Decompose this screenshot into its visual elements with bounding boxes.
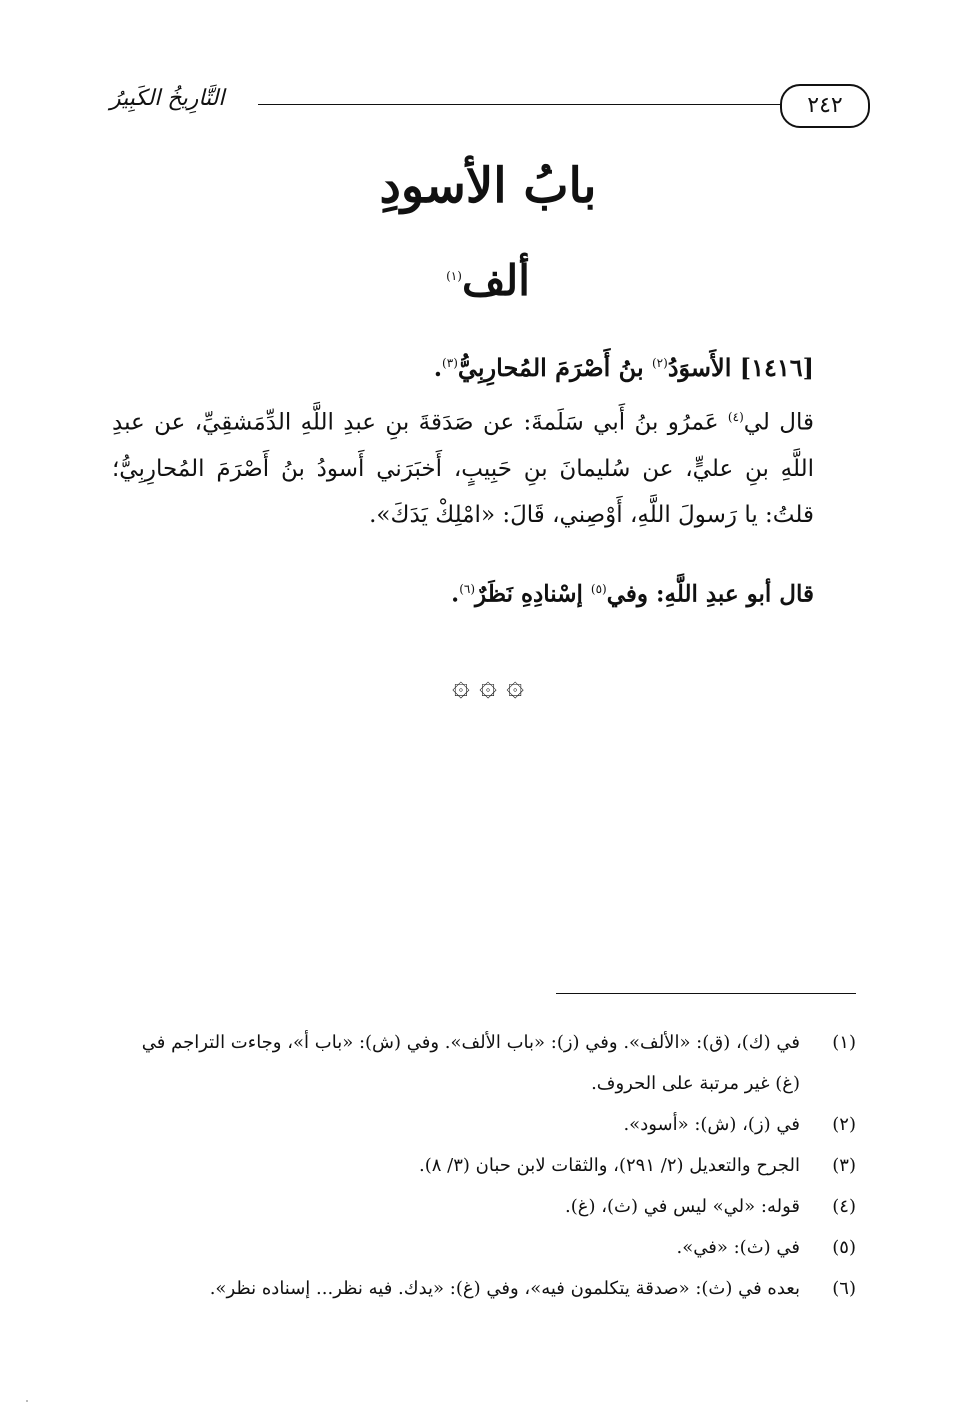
footnote-number: (٣) bbox=[832, 1155, 856, 1176]
footnote-ref-3: (٣) bbox=[442, 356, 458, 370]
section-title bbox=[0, 256, 976, 306]
entry-heading-name: [١٤١٦] الأَسوَدُ bbox=[667, 353, 814, 382]
footnote-item bbox=[112, 1104, 856, 1145]
narration-start: قال لي bbox=[743, 409, 815, 436]
narration-paragraph bbox=[112, 394, 814, 538]
footnote-item bbox=[112, 1186, 856, 1227]
comment-end: . bbox=[451, 580, 460, 608]
footnote-number: (٦) bbox=[832, 1278, 856, 1299]
footnote-item bbox=[112, 1227, 856, 1268]
footnote-item bbox=[112, 1022, 856, 1104]
page-number-badge: ٢٤٢ bbox=[780, 84, 870, 128]
footnote-text: في (ث): «في». bbox=[676, 1237, 800, 1258]
entry-heading bbox=[112, 340, 814, 391]
footnote-text: قوله: «لي» ليس في (ث)، (غ). bbox=[564, 1196, 800, 1217]
chapter-title: بابُ الأسودِ bbox=[379, 158, 597, 214]
page-header bbox=[110, 84, 870, 134]
header-rule bbox=[258, 104, 782, 105]
entry-heading-end: . bbox=[433, 353, 443, 382]
scan-speck bbox=[26, 1400, 28, 1402]
footnotes bbox=[112, 1022, 856, 1309]
footnote-text: بعده في (ث): «صدقة يتكلمون فيه»، وفي (غ): «يدك. فيه نظر... إسناده نظر». bbox=[209, 1278, 800, 1299]
footnote-text: في (ك)، (ق): «الألف». وفي (ز): «باب الألف». وفي (ش): «باب أ»، وجاءت التراجم في (غ) غير مرتبة على الحروف. bbox=[141, 1032, 800, 1094]
comment-mid: إسْنادِهِ نَظَرٌ bbox=[475, 580, 591, 608]
entry-heading-lineage: بنُ أَصْرَمَ المُحارِبِيُّ bbox=[457, 353, 652, 382]
footnote-ref-6: (٦) bbox=[459, 582, 476, 596]
running-title: التَّارِيخُ الكَبِيرُ bbox=[110, 86, 225, 111]
footnote-number: (١) bbox=[832, 1032, 856, 1053]
footnote-ref-1: (١) bbox=[446, 269, 462, 283]
footnote-ref-2: (٢) bbox=[651, 356, 668, 370]
author-comment bbox=[112, 566, 814, 618]
narration-text: عَمرُو بنُ أَبي سَلَمةَ: عن صَدَقةَ بنِ عبدِ اللَّهِ الدِّمَشقِيِّ، عن عبدِ اللَّهِ بنِ عليٍّ، عن سُليمانَ بنِ حَبِيبٍ، أَخبَرَني أَسودُ بنُ أَصْرَمَ المُحارِبِيُّ؛ قلتُ: يا رَسولَ اللَّهِ، أَوْصِني، قَالَ: «امْلِكْ يَدَكَ». bbox=[112, 409, 814, 528]
comment-start: قال أبو عبدِ اللَّهِ: وفي bbox=[606, 580, 814, 608]
footnote-number: (٥) bbox=[832, 1237, 856, 1258]
footnote-ref-5: (٥) bbox=[590, 582, 607, 596]
footnote-rule bbox=[556, 993, 856, 994]
footnote-text: الجرح والتعديل (٢/ ٢٩١)، والثقات لابن حبان (٣/ ٨). bbox=[418, 1155, 800, 1176]
footnote-item bbox=[112, 1268, 856, 1309]
footnote-number: (٤) bbox=[832, 1196, 856, 1217]
footnote-item bbox=[112, 1145, 856, 1186]
section-title-text: ألف bbox=[461, 256, 530, 305]
ornament-divider: ۞ ۞ ۞ bbox=[452, 668, 524, 703]
footnote-text: في (ز)، (ش): «أسود». bbox=[623, 1114, 800, 1135]
footnote-number: (٢) bbox=[832, 1114, 856, 1135]
footnote-ref-4: (٤) bbox=[727, 410, 744, 424]
